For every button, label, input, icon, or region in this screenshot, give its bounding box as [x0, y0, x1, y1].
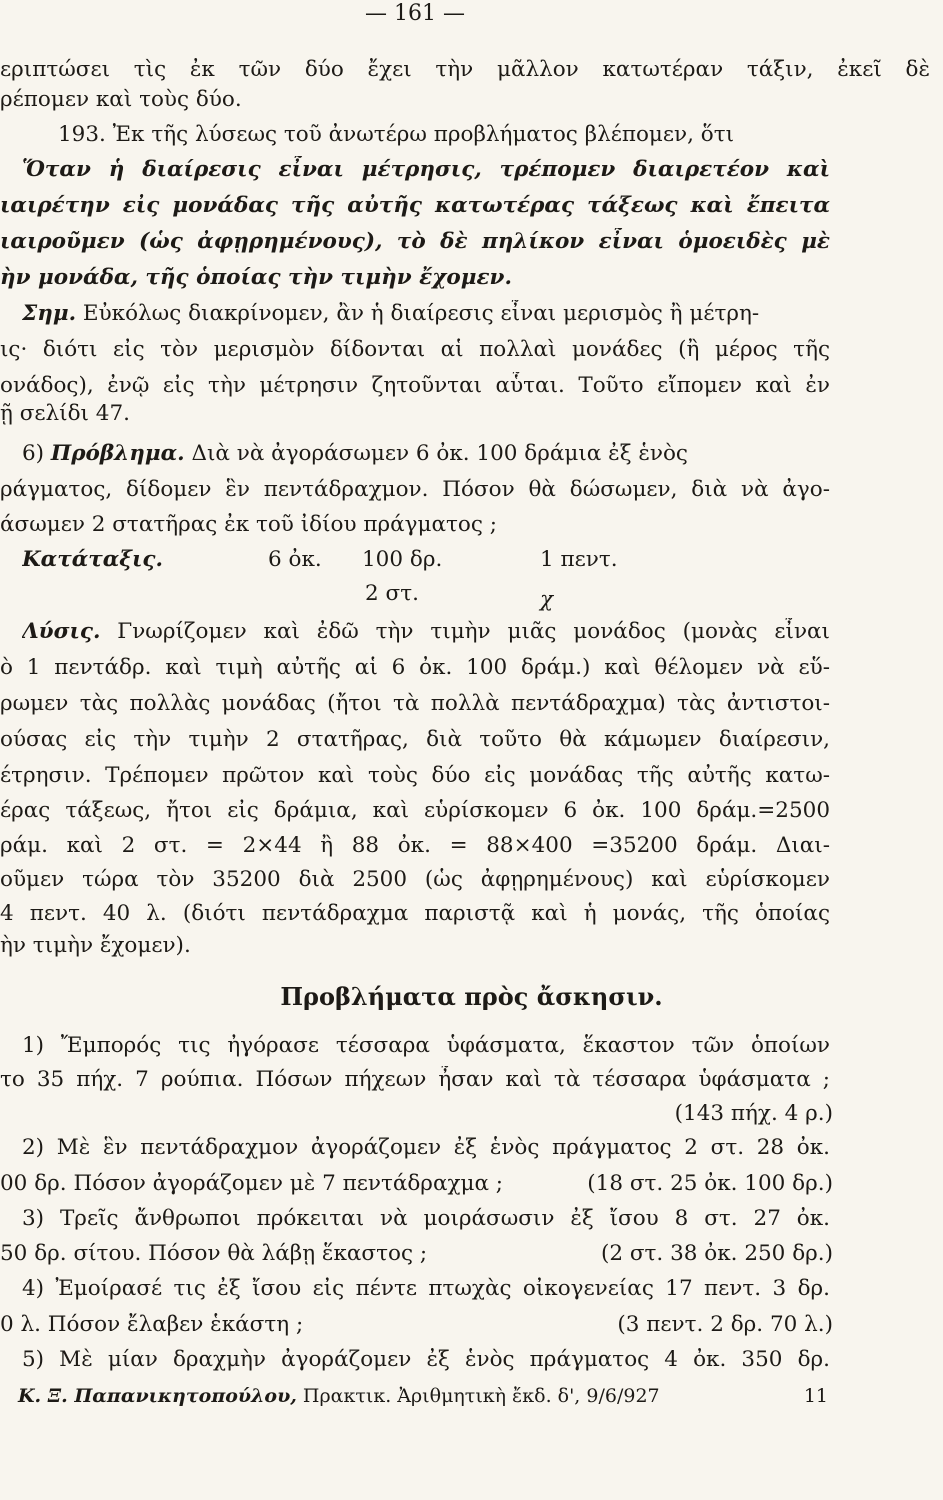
arrangement-value: 100 δρ.	[362, 547, 443, 572]
footer	[18, 1383, 828, 1409]
footer-author: Κ. Ξ. Παπανικητοπούλου,	[18, 1385, 297, 1407]
text-line: ῇ σελίδι 47.	[0, 401, 130, 426]
rule-line: Ὅταν ἡ διαίρεσις εἶναι μέτρησις, τρέπομεν διαιρετέον καὶ	[22, 157, 830, 182]
problem-text: Διὰ νὰ ἀγοράσωμεν 6 ὀκ. 100 δράμια ἐξ ἑνὸς	[184, 441, 688, 466]
text-line: ράμ. καὶ 2 στ. = 2×44 ἢ 88 ὀκ. = 88×400 =35200 δράμ. Διαι-	[0, 833, 830, 858]
exercise-line: 0 λ. Πόσον ἔλαβεν ἑκάστη ;	[0, 1312, 304, 1337]
arrangement-value: 2 στ.	[365, 581, 419, 606]
exercise-line: 4) Ἐμοίρασέ τις ἐξ ἴσου εἰς πέντε πτωχὰς οἰκογενείας 17 πεντ. 3 δρ.	[22, 1276, 830, 1301]
text-line: ις· διότι εἰς τὸν μερισμὸν δίδονται αἱ πολλαὶ μονάδες (ἢ μέρος τῆς	[0, 337, 830, 362]
exercise-line: 3) Τρεῖς ἄνθρωποι πρόκειται νὰ μοιράσωσιν ἐξ ἴσου 8 στ. 27 ὀκ.	[22, 1206, 830, 1231]
arrangement-label: Κατάταξις.	[22, 547, 163, 572]
text-line: ονάδος), ἐνῷ εἰς τὴν μέτρησιν ζητοῦνται αὗται. Τοῦτο εἴπομεν καὶ ἐν	[0, 373, 830, 398]
rule-line: ιαιροῦμεν (ὡς ἀφῃρημένους), τὸ δὲ πηλίκον εἶναι ὁμοειδὲς μὲ	[0, 229, 830, 254]
text-line: ὸ 1 πεντάδρ. καὶ τιμὴ αὐτῆς αἱ 6 ὀκ. 100 δράμ.) καὶ θέλομεν νὰ εὕ-	[0, 655, 830, 680]
rule-line: ιαιρέτην εἰς μονάδας τῆς αὐτῆς κατωτέρας τάξεως καὶ ἔπειτα	[0, 193, 830, 218]
exercise-answer: (2 στ. 38 ὀκ. 250 δρ.)	[600, 1241, 833, 1266]
text-line: 4 πεντ. 40 λ. (διότι πεντάδραχμα παριστᾷ καὶ ἡ μονάς, τῆς ὁποίας	[0, 901, 830, 926]
text-line: οῦμεν τώρα τὸν 35200 διὰ 2500 (ὡς ἀφῃρημένους) καὶ εὑρίσκομεν	[0, 867, 830, 892]
exercise-answer: (18 στ. 25 ὀκ. 100 δρ.)	[587, 1171, 833, 1196]
exercise-line: 00 δρ. Πόσον ἀγοράζομεν μὲ 7 πεντάδραχμα ;	[0, 1171, 504, 1196]
exercises-heading: Προβλήματα πρὸς ἄσκησιν.	[280, 982, 663, 1011]
exercise-line: 2) Μὲ ἓν πεντάδραχμον ἀγοράζομεν ἐξ ἑνὸς πράγματος 2 στ. 28 ὀκ.	[22, 1135, 830, 1160]
arrangement-value: 6 ὀκ.	[268, 547, 322, 572]
exercise-answer: (3 πεντ. 2 δρ. 70 λ.)	[617, 1312, 833, 1337]
solution-text: Γνωρίζομεν καὶ ἐδῶ τὴν τιμὴν μιᾶς μονάδος (μονὰς εἶναι	[100, 619, 830, 644]
problem-line	[22, 440, 830, 468]
solution-line	[22, 618, 830, 646]
exercise-line: το 35 πήχ. 7 ρούπια. Πόσων πήχεων ἦσαν καὶ τὰ τέσσαρα ὑφάσματα ;	[0, 1067, 830, 1092]
text-line: ράγματος, δίδομεν ἓν πεντάδραχμον. Πόσον θὰ δώσωμεν, διὰ νὰ ἀγο-	[0, 477, 830, 502]
text-line: ρωμεν τὰς πολλὰς μονάδας (ἤτοι τὰ πολλὰ πεντάδραχμα) τὰς ἀντιστοι-	[0, 691, 830, 716]
text-line: ρέπομεν καὶ τοὺς δύο.	[0, 87, 242, 112]
text-line: ὴν τιμὴν ἔχομεν).	[0, 933, 191, 958]
footer-title: Πρακτικ. Ἀριθμητικὴ ἔκδ. δ', 9/6/927	[296, 1385, 660, 1407]
text-line: ούσας εἰς τὴν τιμὴν 2 στατῆρας, διὰ τοῦτο θὰ κάμωμεν διαίρεσιν,	[0, 727, 830, 752]
text-line: εριπτώσει τὶς ἐκ τῶν δύο ἔχει τὴν μᾶλλον κατωτέραν τάξιν, ἐκεῖ δὲ	[0, 57, 930, 82]
arrangement-value: 1 πεντ.	[540, 547, 618, 572]
page-number: — 161 —	[365, 1, 465, 26]
problem-number: 6)	[22, 441, 51, 466]
rule-line: ὴν μονάδα, τῆς ὁποίας τὴν τιμὴν ἔχομεν.	[0, 265, 512, 290]
problem-label: Πρόβλημα.	[50, 441, 185, 466]
text-line: έρας τάξεως, ἤτοι εἰς δράμια, καὶ εὑρίσκομεν 6 ὀκ. 100 δράμ.=2500	[0, 798, 830, 823]
exercise-line: 5) Μὲ μίαν δραχμὴν ἀγοράζομεν ἐξ ἑνὸς πράγματος 4 ὀκ. 350 δρ.	[22, 1347, 830, 1372]
solution-label: Λύσις.	[22, 619, 101, 644]
note-line	[22, 300, 830, 328]
footer-signature: 11	[803, 1385, 828, 1407]
text-line: έτρησιν. Τρέπομεν πρῶτον καὶ τοὺς δύο εἰς μονάδας τῆς αὐτῆς κατω-	[0, 763, 830, 788]
text-line: 193. Ἐκ τῆς λύσεως τοῦ ἀνωτέρω προβλήματος βλέπομεν, ὅτι	[58, 122, 735, 147]
exercise-answer: (143 πήχ. 4 ρ.)	[674, 1101, 833, 1126]
exercise-line: 1) Ἔμπορός τις ἠγόρασε τέσσαρα ὑφάσματα, ἕκαστον τῶν ὁποίων	[22, 1033, 830, 1058]
note-label: Σημ.	[22, 301, 77, 326]
exercise-line: 50 δρ. σίτου. Πόσον θὰ λάβῃ ἕκαστος ;	[0, 1241, 428, 1266]
text-line: άσωμεν 2 στατῆρας ἐκ τοῦ ἰδίου πράγματος ;	[0, 512, 497, 537]
note-text: Εὐκόλως διακρίνομεν, ἂν ἡ διαίρεσις εἶναι μερισμὸς ἢ μέτρη-	[76, 301, 760, 326]
arrangement-unknown: χ	[540, 587, 554, 612]
